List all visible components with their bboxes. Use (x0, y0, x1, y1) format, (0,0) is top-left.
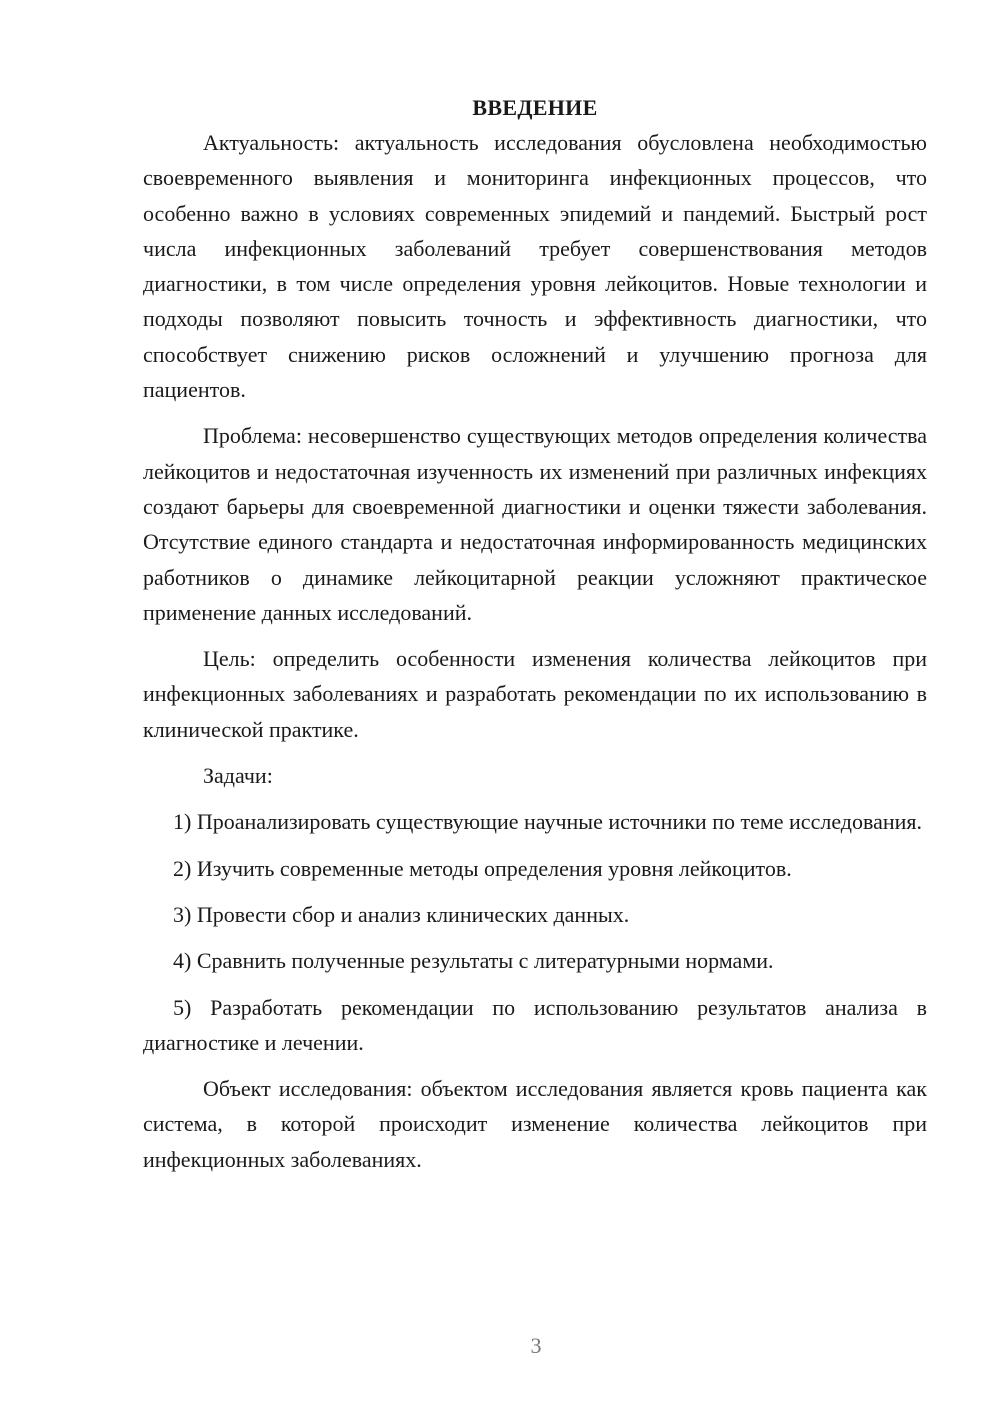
task-item-2: 2) Изучить современные методы определения уровня лейкоцитов. (173, 855, 792, 881)
object-paragraph: Объект исследования: объектом исследования является кровь пациента как система, в которой происходит изменение количества лейкоцитов при инфекционных заболеваниях. (143, 1076, 927, 1172)
problem-paragraph: Проблема: несовершенство существующих методов определения количества лейкоцитов и недостаточная изученность их изменений при различных инфекциях создают барьеры для своевременной диагностики и оценки тяжести заболевания. Отсутствие единого стандарта и недостаточная информированность медицинских работников о динамике лейкоцитарной реакции усложняют практическое применение данных исследований. (143, 423, 927, 625)
task-item-4: 4) Сравнить полученные результаты с литературными нормами. (173, 948, 774, 974)
section-title: ВВЕДЕНИЕ (472, 95, 598, 120)
goal-paragraph: Цель: определить особенности изменения количества лейкоцитов при инфекционных заболеваниях и разработать рекомендации по их использованию в клинической практике. (143, 646, 927, 742)
task-item-1: 1) Проанализировать существующие научные источники по теме исследования. (173, 809, 923, 835)
task-item-5: 5) Разработать рекомендации по использованию результатов анализа в диагностике и лечении. (143, 994, 927, 1055)
document-page (143, 90, 927, 1177)
relevance-paragraph: Актуальность: актуальность исследования обусловлена необходимостью своевременного выявления и мониторинга инфекционных процессов, что особенно важно в условиях современных эпидемий и пандемий. Быстрый рост числа инфекционных заболеваний требует совершенствования методов диагностики, в том числе определения уровня лейкоцитов. Новые технологии и подходы позволяют повысить точность и эффективность диагностики, что способствует снижению рисков осложнений и улучшению прогноза для пациентов. (143, 130, 927, 403)
page-number: 3 (530, 1333, 542, 1358)
task-item-3: 3) Провести сбор и анализ клинических данных. (173, 901, 630, 927)
tasks-heading: Задачи: (203, 763, 273, 789)
